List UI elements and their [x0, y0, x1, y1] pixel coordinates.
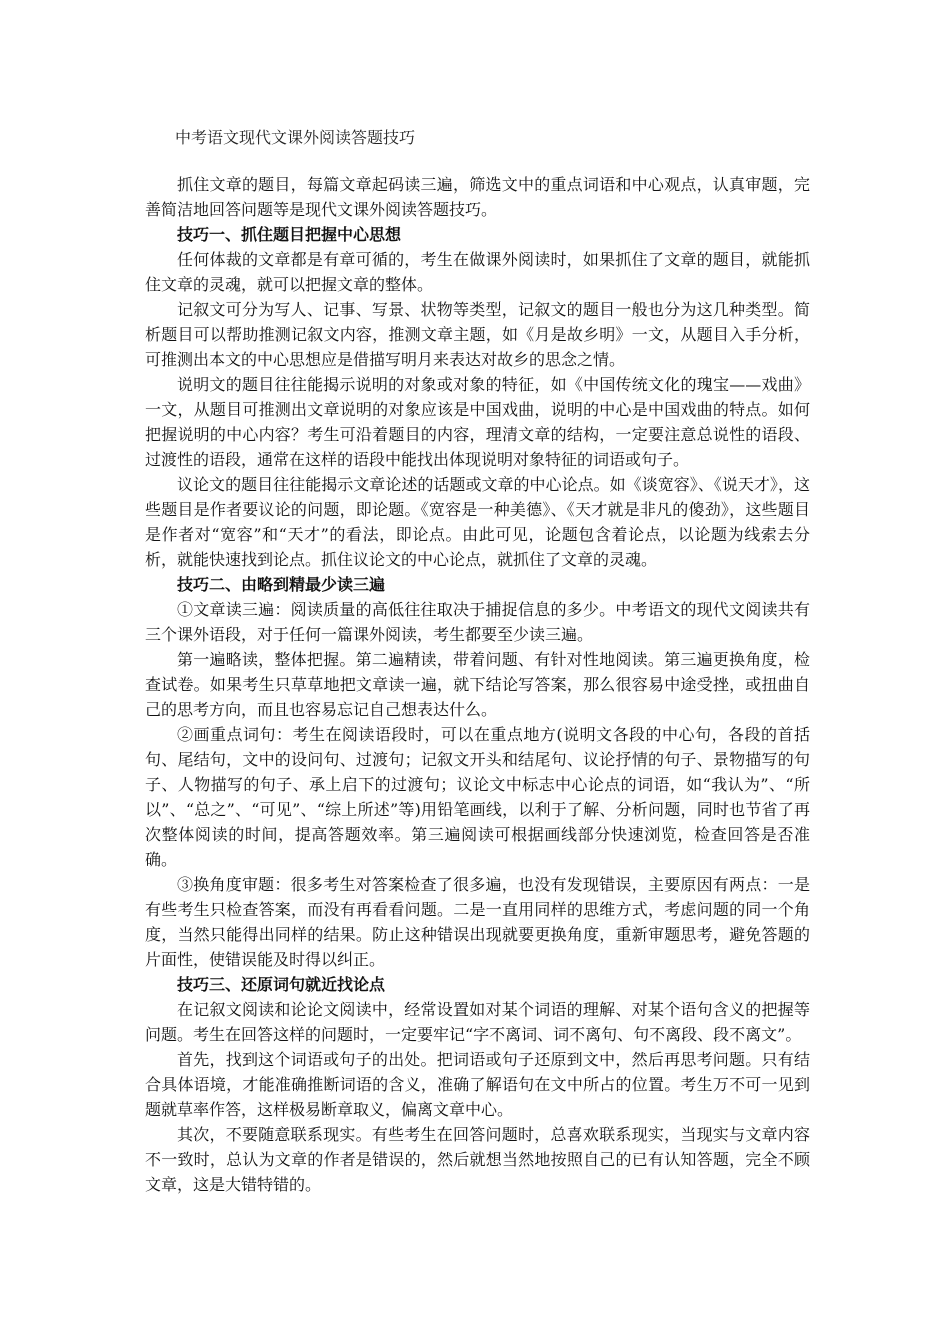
section-heading-3: 技巧三、还原词句就近找论点 — [177, 975, 386, 994]
section-heading-2: 技巧二、由略到精最少读三遍 — [177, 575, 386, 594]
paragraph: 在记叙文阅读和论论文阅读中，经常设置如对某个词语的理解、对某个语句含义的把握等问题。考生在回答这样的问题时，一定要牢记“字不离词、词不离句、句不离段、段不离文”。 — [145, 1000, 810, 1044]
section-heading-1: 技巧一、抓住题目把握中心思想 — [177, 225, 402, 244]
paragraph: 任何体裁的文章都是有章可循的，考生在做课外阅读时，如果抓住了文章的题目，就能抓住文章的灵魂，就可以把握文章的整体。 — [145, 250, 810, 294]
paragraph: 说明文的题目往往能揭示说明的对象或对象的特征，如《中国传统文化的瑰宝——戏曲》一文，从题目可推测出文章说明的对象应该是中国戏曲，说明的中心是中国戏曲的特点。如何把握说明的中心内容？考生可沿着题目的内容，理清文章的结构，一定要注意总说性的语段、过渡性的语段，通常在这样的语段中能找出体现说明对象特征的词语或句子。 — [145, 375, 810, 469]
paragraph: 记叙文可分为写人、记事、写景、状物等类型，记叙文的题目一般也分为这几种类型。简析题目可以帮助推测记叙文内容，推测文章主题，如《月是故乡明》一文，从题目入手分析，可推测出本文的中心思想应是借描写明月来表达对故乡的思念之情。 — [145, 300, 810, 369]
paragraph: 第一遍略读，整体把握。第二遍精读，带着问题、有针对性地阅读。第三遍更换角度，检查试卷。如果考生只草草地把文章读一遍，就下结论写答案，那么很容易中途受挫，或扭曲自己的思考方向，而且也容易忘记自己想表达什么。 — [145, 650, 810, 719]
paragraph: ③换角度审题：很多考生对答案检查了很多遍，也没有发现错误，主要原因有两点：一是有些考生只检查答案，而没有再看看问题。二是一直用同样的思维方式，考虑问题的同一个角度，当然只能得出同样的结果。防止这种错误出现就要更换角度，重新审题思考，避免答题的片面性，使错误能及时得以纠正。 — [145, 875, 810, 969]
paragraph: 议论文的题目往往能揭示文章论述的话题或文章的中心论点。如《谈宽容》、《说天才》，这些题目是作者要议论的问题，即论题。《宽容是一种美德》、《天才就是非凡的傻劲》，这些题目是作者对“宽容”和“天才”的看法，即论点。由此可见，论题包含着论点，以论题为线索去分析，就能快速找到论点。抓住议论文的中心论点，就抓住了文章的灵魂。 — [145, 475, 810, 569]
paragraph: 其次，不要随意联系现实。有些考生在回答问题时，总喜欢联系现实，当现实与文章内容不一致时，总认为文章的作者是错误的，然后就想当然地按照自己的已有认知答题，完全不顾文章，这是大错特错的。 — [145, 1125, 810, 1194]
paragraph: 首先，找到这个词语或句子的出处。把词语或句子还原到文中，然后再思考问题。只有结合具体语境，才能准确推断词语的含义，准确了解语句在文中所占的位置。考生万不可一见到题就草率作答，这样极易断章取义，偏离文章中心。 — [145, 1050, 810, 1119]
document-title: 中考语文现代文课外阅读答题技巧 — [175, 128, 416, 147]
document-body — [145, 172, 810, 1197]
paragraph: ②画重点词句：考生在阅读语段时，可以在重点地方(说明文各段的中心句，各段的首括句、尾结句，文中的设问句、过渡句；记叙文开头和结尾句、议论抒情的句子、景物描写的句子、人物描写的句子、承上启下的过渡句；议论文中标志中心论点的词语，如“我认为”、“所以”、“总之”、“可见”、“综上所述”等)用铅笔画线，以利于了解、分析问题，同时也节省了再次整体阅读的时间，提高答题效率。第三遍阅读可根据画线部分快速浏览，检查回答是否准确。 — [145, 725, 810, 869]
paragraph-intro: 抓住文章的题目，每篇文章起码读三遍，筛选文中的重点词语和中心观点，认真审题，完善简洁地回答问题等是现代文课外阅读答题技巧。 — [145, 175, 810, 219]
paragraph: ①文章读三遍：阅读质量的高低往往取决于捕捉信息的多少。中考语文的现代文阅读共有三个课外语段，对于任何一篇课外阅读，考生都要至少读三遍。 — [145, 600, 810, 644]
